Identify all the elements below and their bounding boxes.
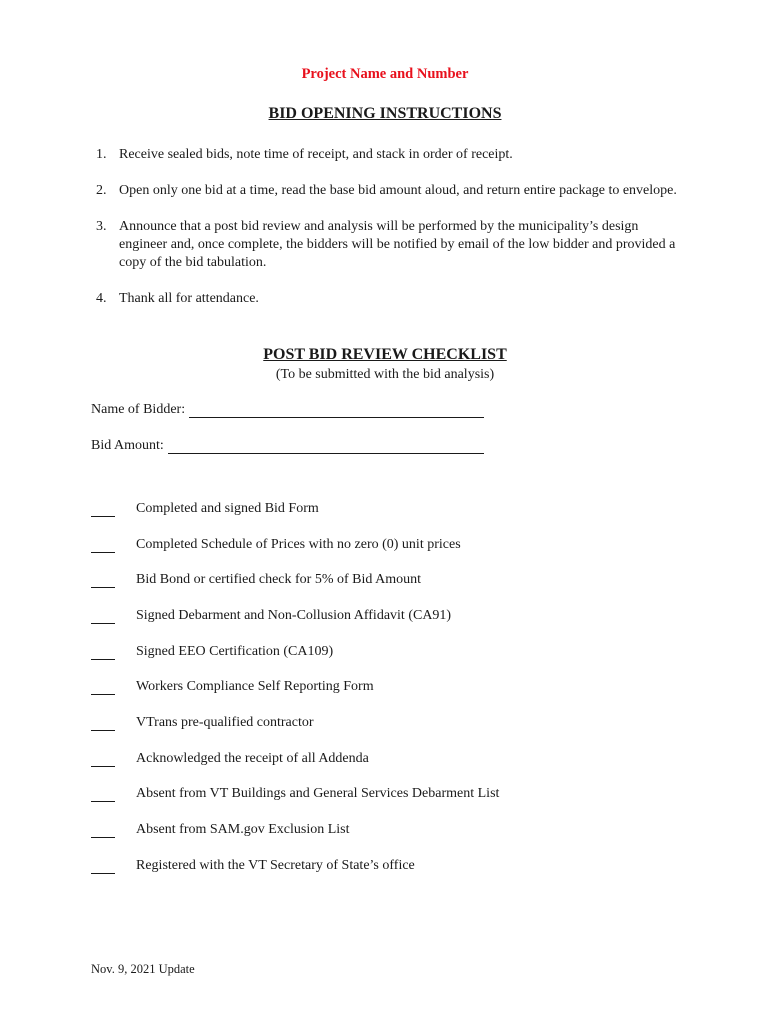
project-name: Project Name and Number bbox=[301, 66, 469, 82]
instruction-text: Thank all for attendance. bbox=[119, 291, 259, 306]
instruction-text: Announce that a post bid review and analysis will be performed by the municipality’s design engineer and, once complete, the bidders will be notified by email of the low bidder and provided a copy of the bid tabulation. bbox=[119, 219, 676, 270]
checklist-item bbox=[91, 777, 691, 813]
checkbox-blank[interactable] bbox=[91, 507, 115, 517]
checklist-label: VTrans pre-qualified contractor bbox=[136, 714, 314, 730]
checklist-item bbox=[91, 598, 691, 634]
checklist-label: Absent from SAM.gov Exclusion List bbox=[136, 822, 350, 838]
checkbox-blank[interactable] bbox=[91, 685, 115, 695]
checklist-item bbox=[91, 812, 691, 848]
checklist-label: Acknowledged the receipt of all Addenda bbox=[136, 750, 369, 766]
checklist-item bbox=[91, 705, 691, 741]
bid-amount-field[interactable] bbox=[91, 438, 484, 454]
checklist-label: Signed Debarment and Non-Collusion Affidavit (CA91) bbox=[136, 607, 452, 623]
checklist-item bbox=[91, 491, 691, 527]
checklist-label: Completed Schedule of Prices with no zero (0) unit prices bbox=[136, 536, 461, 552]
checklist bbox=[91, 491, 691, 884]
checklist-label: Registered with the VT Secretary of State’s office bbox=[136, 857, 415, 873]
checklist-item bbox=[91, 634, 691, 670]
bid-opening-title: BID OPENING INSTRUCTIONS bbox=[268, 105, 502, 122]
instruction-number: 3. bbox=[96, 219, 107, 234]
bidder-name-field[interactable] bbox=[91, 402, 484, 418]
instruction-item bbox=[96, 182, 686, 200]
checkbox-blank[interactable] bbox=[91, 543, 115, 553]
bid-amount-line[interactable] bbox=[168, 438, 484, 454]
instruction-text: Open only one bid at a time, read the base bid amount aloud, and return entire package to envelope. bbox=[119, 183, 677, 198]
checklist-subtitle: (To be submitted with the bid analysis) bbox=[275, 367, 495, 382]
instruction-number: 2. bbox=[96, 183, 107, 198]
checkbox-blank[interactable] bbox=[91, 792, 115, 802]
footer-update-date: Nov. 9, 2021 Update bbox=[91, 962, 195, 976]
bidder-name-line[interactable] bbox=[189, 402, 484, 418]
checkbox-blank[interactable] bbox=[91, 864, 115, 874]
checkbox-blank[interactable] bbox=[91, 757, 115, 767]
checklist-label: Completed and signed Bid Form bbox=[136, 500, 319, 516]
checklist-title: POST BID REVIEW CHECKLIST bbox=[263, 346, 507, 363]
checklist-label: Bid Bond or certified check for 5% of Bid Amount bbox=[136, 572, 421, 588]
instruction-text: Receive sealed bids, note time of receipt, and stack in order of receipt. bbox=[119, 147, 513, 162]
instruction-item bbox=[96, 290, 686, 308]
instruction-item bbox=[96, 218, 686, 272]
checkbox-blank[interactable] bbox=[91, 578, 115, 588]
instruction-item bbox=[96, 146, 686, 164]
checklist-label: Signed EEO Certification (CA109) bbox=[136, 643, 334, 659]
instruction-number: 1. bbox=[96, 147, 107, 162]
bidder-name-label: Name of Bidder: bbox=[91, 402, 186, 417]
checklist-label: Absent from VT Buildings and General Services Debarment List bbox=[136, 786, 500, 802]
checklist-label: Workers Compliance Self Reporting Form bbox=[136, 679, 374, 695]
bid-amount-label: Bid Amount: bbox=[91, 438, 164, 453]
checkbox-blank[interactable] bbox=[91, 650, 115, 660]
checklist-item bbox=[91, 562, 691, 598]
checklist-item bbox=[91, 527, 691, 563]
checklist-item bbox=[91, 848, 691, 884]
checklist-item bbox=[91, 669, 691, 705]
checkbox-blank[interactable] bbox=[91, 721, 115, 731]
instruction-number: 4. bbox=[96, 291, 107, 306]
checkbox-blank[interactable] bbox=[91, 828, 115, 838]
instructions-list bbox=[96, 146, 686, 326]
checkbox-blank[interactable] bbox=[91, 614, 115, 624]
checklist-item bbox=[91, 741, 691, 777]
